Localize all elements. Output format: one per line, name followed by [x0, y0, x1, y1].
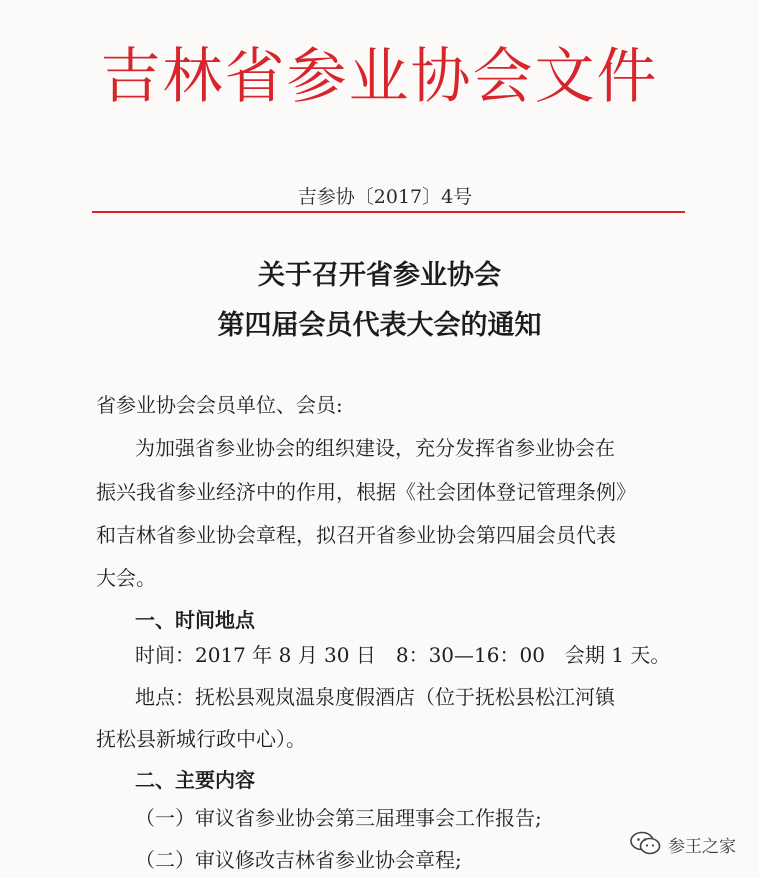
watermark-text: 参王之家 [668, 836, 736, 857]
notice-title-line-1: 关于召开省参业协会 [258, 260, 501, 291]
red-divider [92, 211, 685, 213]
place-line-1: 地点：抚松县观岚温泉度假酒店（位于抚松县松江河镇 [135, 685, 615, 709]
section-1-heading: 一、时间地点 [135, 608, 255, 632]
section-2-heading: 二、主要内容 [135, 768, 255, 792]
wechat-icon [630, 831, 662, 857]
document-number: 吉参协〔2017〕4号 [297, 186, 473, 208]
place-line-2: 抚松县新城行政中心）。 [96, 727, 306, 751]
agenda-item-2: （二）审议修改吉林省参业协会章程; [135, 848, 462, 872]
time-line: 时间：2017 年 8 月 30 日 8：30—16：00 会期 1 天。 [135, 643, 671, 667]
org-header-title: 吉林省参业协会文件 [100, 42, 659, 112]
watermark [630, 828, 736, 860]
agenda-item-1: （一）审议省参业协会第三届理事会工作报告; [135, 806, 542, 830]
intro-line-1: 为加强省参业协会的组织建设，充分发挥省参业协会在 [135, 436, 615, 460]
intro-line-3: 和吉林省参业协会章程，拟召开省参业协会第四届会员代表 [96, 523, 616, 547]
notice-title-line-2: 第四届会员代表大会的通知 [217, 310, 542, 341]
salutation: 省参业协会会员单位、会员: [96, 393, 343, 417]
intro-line-2: 振兴我省参业经济中的作用，根据《社会团体登记管理条例》 [96, 480, 636, 504]
intro-line-4: 大会。 [96, 566, 156, 590]
